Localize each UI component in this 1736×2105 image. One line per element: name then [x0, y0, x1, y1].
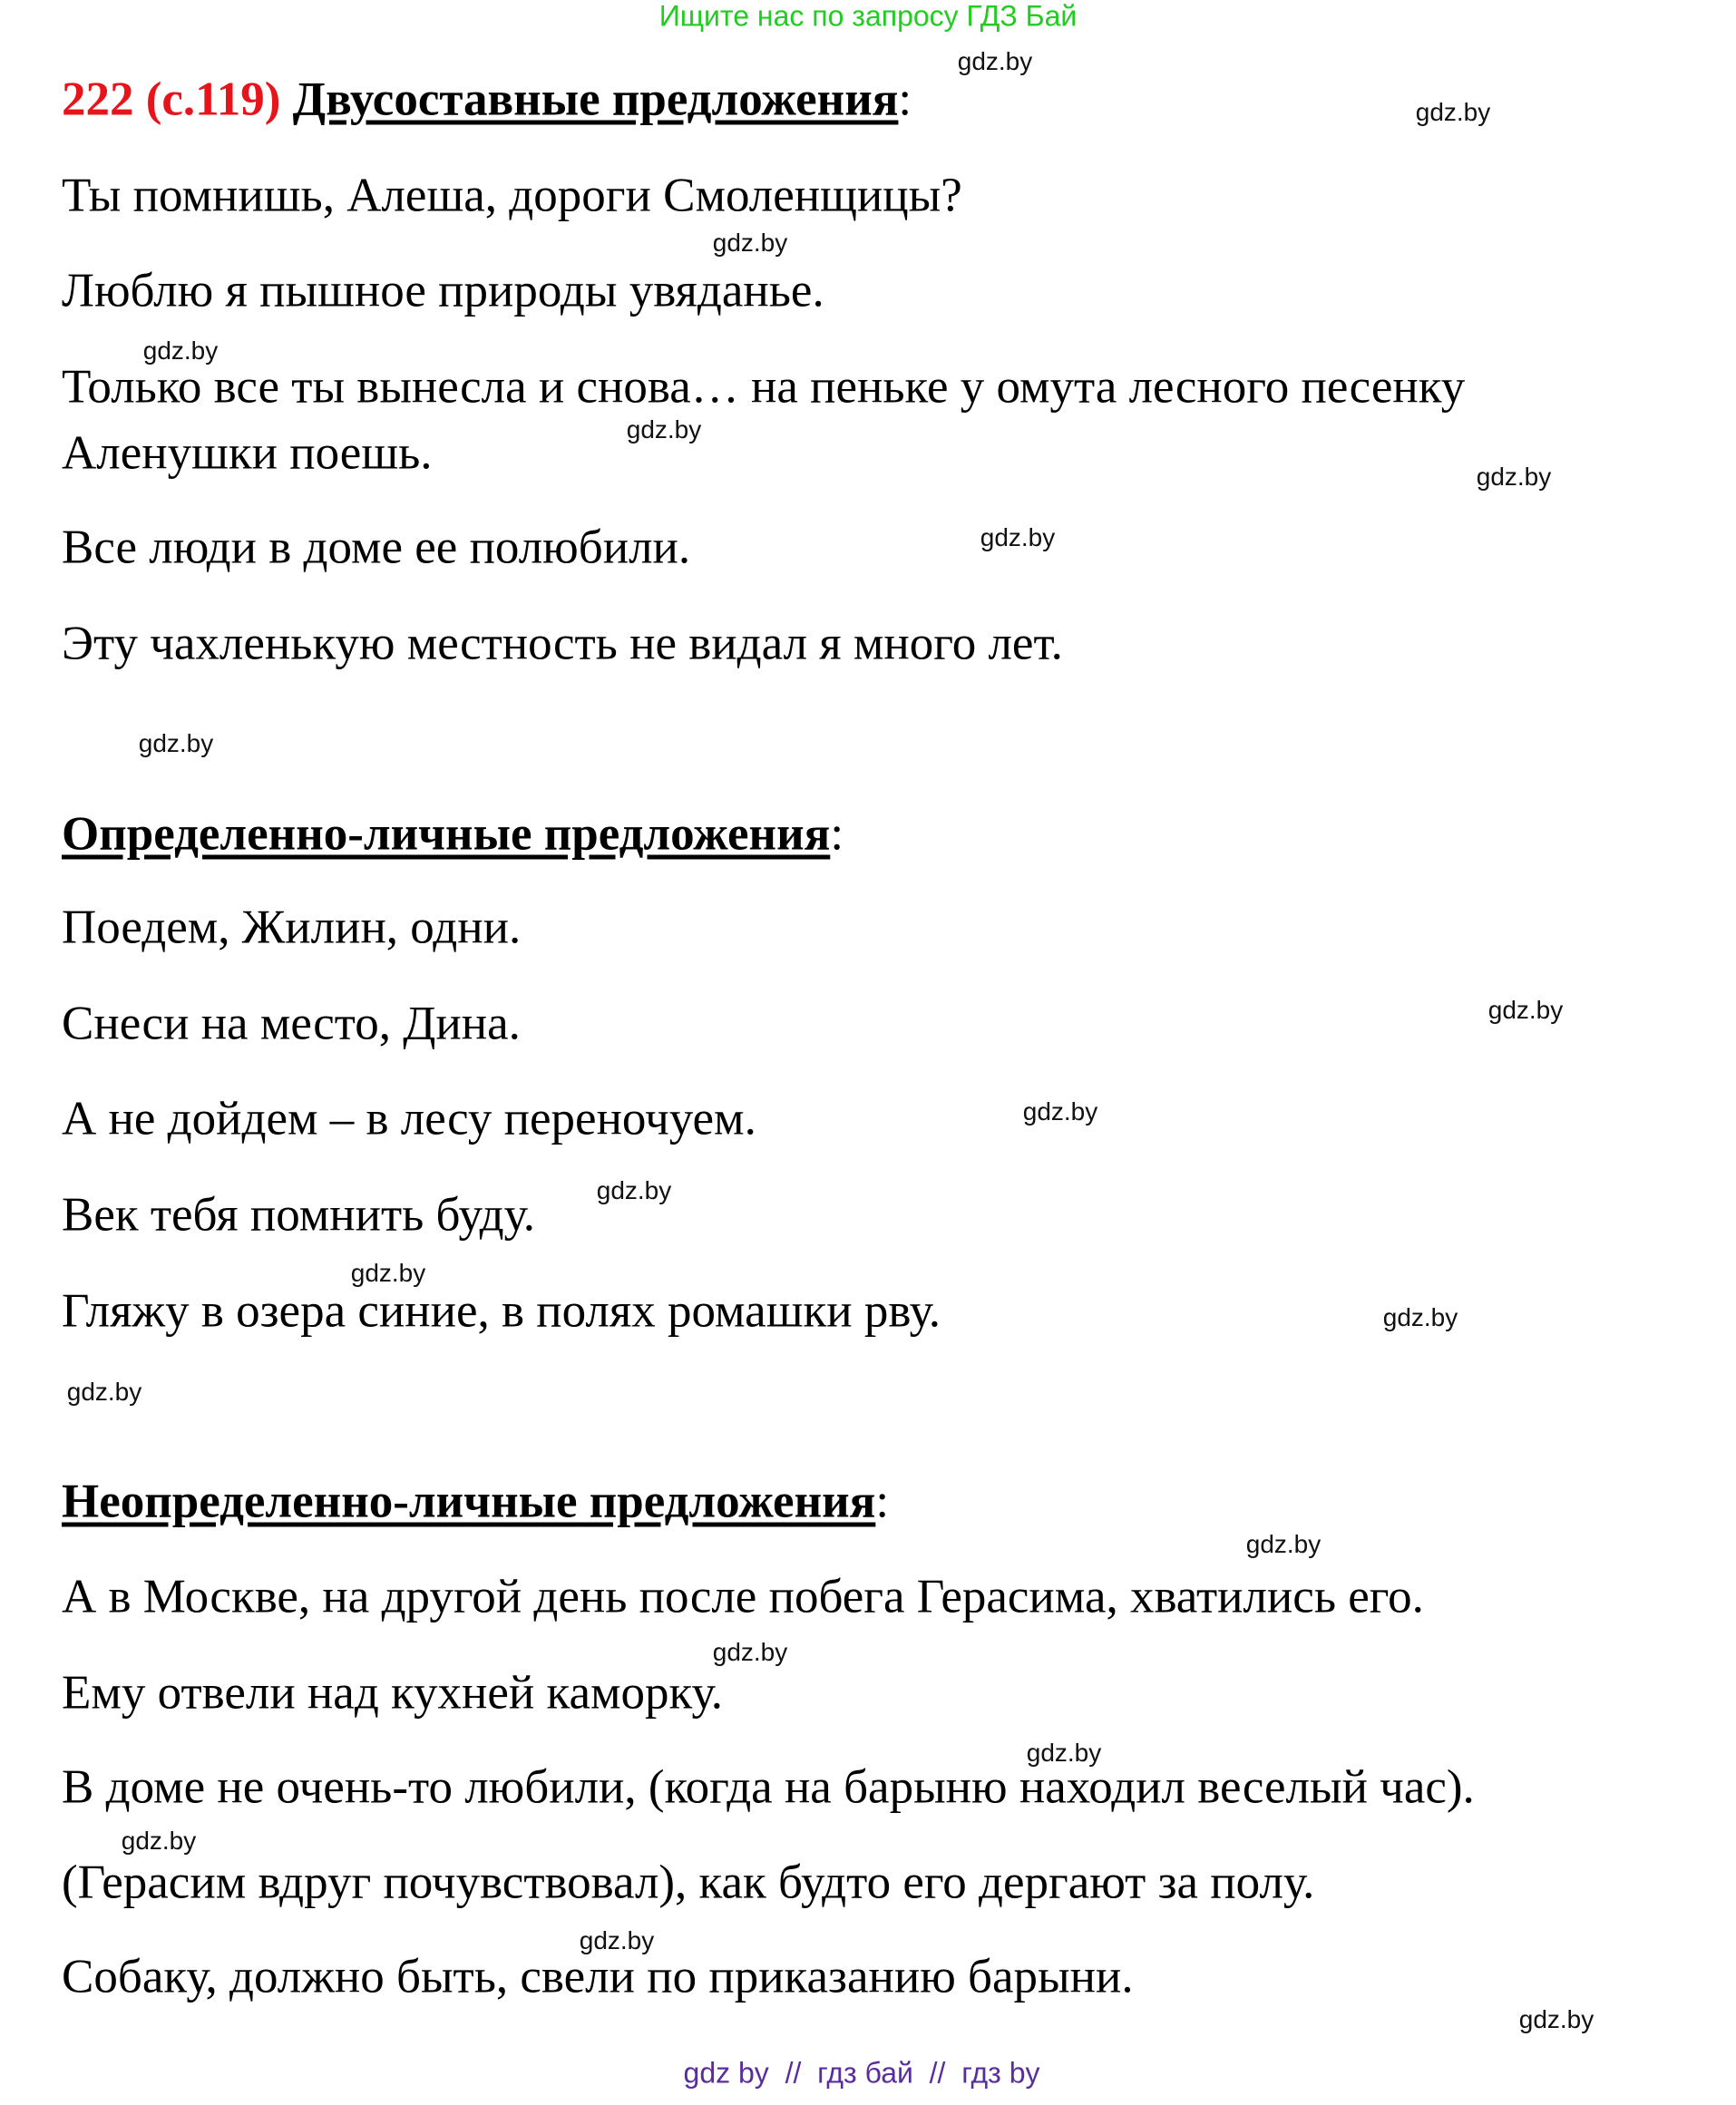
sentence: Эту чахленькую местность не видал я много лет. [62, 617, 1063, 670]
sentence: (Герасим вдруг почувствовал), как будто его дергают за полу. [62, 1856, 1315, 1909]
watermark: gdz.by [980, 523, 1056, 551]
watermark: gdz.by [1382, 1303, 1458, 1331]
section-heading-indefinite [62, 1475, 890, 1528]
watermark: gdz.by [596, 1176, 672, 1204]
sentence: Люблю я пышное природы увяданье. [62, 264, 824, 317]
sentence: Ему отвели над кухней каморку. [62, 1666, 723, 1720]
top-banner: Ищите нас по запросу ГДЗ Бай [658, 0, 1078, 33]
colon: : [875, 1475, 890, 1528]
watermark: gdz.by [1487, 996, 1564, 1024]
heading-text: Определенно-личные предложения [62, 807, 831, 861]
sentence: А не дойдем – в лесу переночуем. [62, 1092, 756, 1145]
sentence: Аленушки поешь. [62, 426, 433, 480]
sentence: Век тебя помнить буду. [62, 1188, 536, 1242]
watermark: gdz.by [712, 1638, 788, 1666]
watermark: gdz.by [1518, 2005, 1595, 2033]
watermark: gdz.by [66, 1378, 142, 1406]
heading-text: Неопределенно-личные предложения [62, 1475, 876, 1528]
watermark: gdz.by [1026, 1739, 1102, 1767]
watermark: gdz.by [121, 1827, 197, 1855]
colon: : [830, 807, 844, 861]
watermark: gdz.by [1245, 1530, 1322, 1558]
exercise-title [62, 73, 912, 126]
sentence: Только все ты вынесла и снова… на пеньке у омута лесного песенку [62, 360, 1466, 414]
section-heading: Двусоставные предложения [292, 73, 899, 126]
exercise-number: 222 (с.119) [62, 73, 281, 126]
watermark: gdz.by [1022, 1097, 1098, 1126]
sentence: Ты помнишь, Алеша, дороги Смоленщицы? [62, 169, 962, 222]
sentence: Собаку, должно быть, свели по приказанию барыни. [62, 1950, 1134, 2003]
watermark: gdz.by [1476, 463, 1552, 491]
watermark: gdz.by [957, 47, 1033, 75]
watermark: gdz.by [1415, 98, 1491, 126]
watermark: gdz.by [138, 729, 214, 757]
sentence: Все люди в доме ее полюбили. [62, 521, 691, 574]
sentence: Поедем, Жилин, одни. [62, 901, 522, 954]
watermark: gdz.by [712, 229, 788, 257]
watermark: gdz.by [142, 336, 219, 365]
sentence: В доме не очень-то любили, (когда на барыню находил веселый час). [62, 1760, 1475, 1814]
sentence: А в Москве, на другой день после побега Герасима, хватились его. [62, 1570, 1424, 1623]
watermark: gdz.by [626, 415, 702, 443]
colon: : [898, 73, 912, 126]
footer-links: gdz by // гдз бай // гдз by [683, 2056, 1040, 2090]
watermark: gdz.by [350, 1259, 426, 1287]
sentence: Снеси на место, Дина. [62, 997, 521, 1050]
section-heading-definite [62, 807, 844, 861]
sentence: Гляжу в озера синие, в полях ромашки рву. [62, 1284, 941, 1338]
watermark: gdz.by [579, 1926, 655, 1954]
